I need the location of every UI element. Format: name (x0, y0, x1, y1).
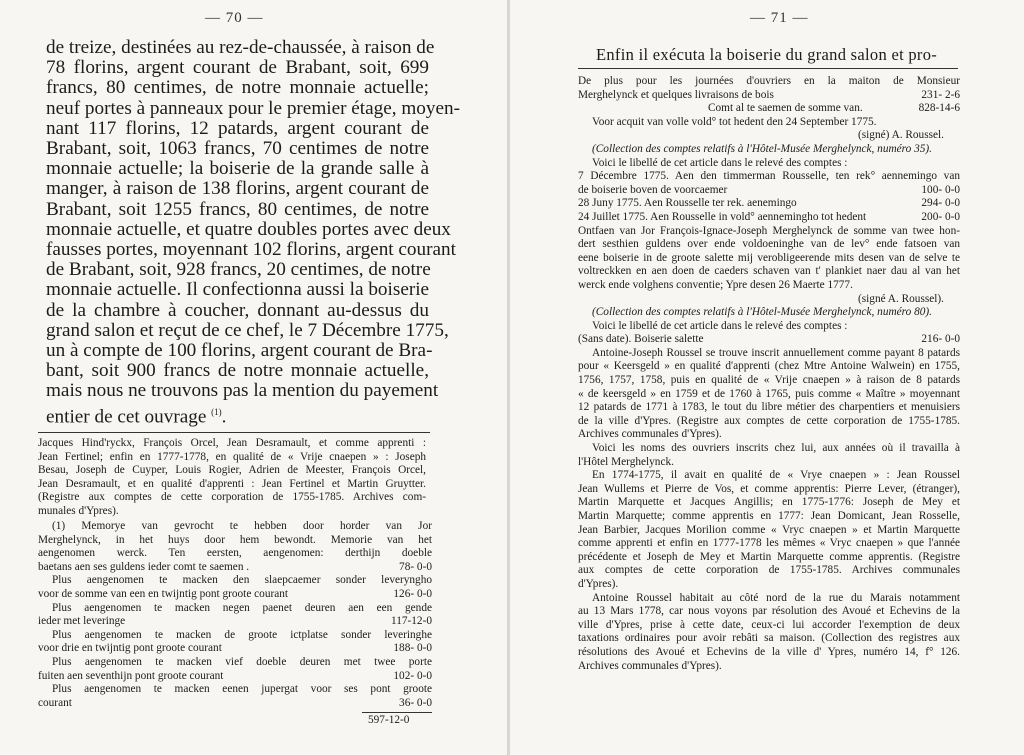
text-line: De plus pour les journées d'ouvriers en la maiton de Monsieur (578, 75, 960, 87)
text-line: voltreckken en aen doen de caeders schaven van t' plankiet naer dau al van het (578, 265, 960, 278)
text-end: . (221, 406, 227, 428)
entry-text: voor de somme van een en twijntig pont groote courant (38, 587, 289, 600)
text-line: de la ville d'Ypres. (Registre aux comptes de cette corporation de 1755-1785. (578, 414, 960, 427)
footnote-entry (38, 588, 432, 602)
footnote-line: munales d'Ypres). (38, 504, 119, 517)
footnote-line: Plus aengenomen te macken negen paenet deuren aen een gende (52, 601, 432, 614)
text-line: Jean Wullems et Pierre de Vos, et comme apprentis: Pierre Lever, (étranger), (578, 482, 960, 495)
text-line: au 13 Mars 1778, car nous voyons par résolution des Avoué et Echevins de la (578, 605, 960, 618)
account-row (578, 197, 960, 211)
page-number: — 70 — (205, 10, 264, 26)
text-line: En 1774-1775, il avait en qualité de « Vrye cnaepen » : Jean Roussel (592, 469, 960, 482)
text-line: (Collection des comptes relatifs à l'Hôtel-Musée Merghelynck, numéro 80). (592, 306, 932, 319)
text-line: (signé) A. Roussel. (858, 129, 944, 142)
text-line: Antoine-Joseph Roussel se trouve inscrit annuellement comme payant 8 patards (592, 346, 960, 359)
text-line: dert sesthien guldens over ende voldoeninghe van de lev° ende fatsoen van (578, 238, 960, 251)
text-line: de treize, destinées au rez-de-chaussée, à raison de (46, 37, 435, 58)
footnote-line: Plus aengenomen te macken vief doeble deuren met twee porte (52, 655, 432, 668)
text-line: un à compte de 100 florins, argent courant de Bra- (46, 340, 433, 362)
text-line: 12 patards de 1771 à 1783, le tout du libre métier des charpentiers et menuisiers (578, 401, 960, 414)
footnote-entry (38, 697, 432, 711)
right-heading: Enfin il exécuta la boiserie du grand salon et pro- (596, 45, 938, 64)
account-text: Comt al te saemen de somme van. (708, 102, 863, 115)
leader-dots (328, 561, 386, 575)
footnote-line: (Registre aux comptes de cette corporation de 1755-1785. Archives com- (38, 491, 426, 504)
footnote-line: Jean Desramault, et en qualité d'apprenti : Jean Fertinel et Martin Gruytter. (38, 477, 426, 490)
text-line: mais nous ne trouvons pas la mention du payement (46, 380, 439, 402)
text-line: bant, soit 900 francs de notre monnaie actuelle, (46, 360, 429, 382)
footnote-line: Plus aengenomen te macken den slaepcaemer sonder leveryngho (52, 574, 432, 587)
text-line: monnaie actuelle; la boiserie de la grande salle à (46, 158, 429, 180)
entry-amount: 188- 0-0 (393, 642, 432, 655)
left-page (0, 0, 507, 755)
right-body (578, 75, 960, 673)
text-line: Martin Marquette et Jacques Angillis; en 1775-1776: Joseph de Mey et (578, 496, 960, 509)
text-line: ville d'Ypres, prise à cette date, ceux-ci lui accorder l'exemption de deux (578, 618, 960, 631)
text-line: de Brabant, soit, 928 francs, 20 centimes, de notre (46, 259, 431, 281)
text-line: nant 117 florins, 12 patards, argent courant de (46, 117, 429, 139)
footnote-line: (1) Memorye van gevrocht te hebben door horder van Jor (52, 520, 432, 532)
footnote-entry (38, 670, 432, 684)
account-amount: 200- 0-0 (921, 210, 960, 223)
footnote-carryover (38, 437, 426, 519)
text-line: Voor acquit van volle vold° tot hedent den 24 September 1775. (592, 115, 877, 128)
text-line: Ontfaen van Jor François-Ignace-Joseph Merghelynck de somme van twee hon- (578, 224, 960, 237)
text-line: Brabant, soit, 1063 francs, 70 centimes de notre (46, 138, 429, 160)
entry-text: ieder met leveringe (38, 615, 126, 628)
text-line: « de keersgeld » en 1759 et de 1760 à 1765, puis comme « Maître » moyennant (578, 387, 960, 400)
text-line: Voici les noms des ouvriers inscrits chez lui, aux années où il travailla à (592, 442, 960, 455)
text-line: résolutions des Avoué et Echevins de la ville d' Ypres, numéro 14, f° 126. (578, 645, 960, 658)
account-text: 24 Juillet 1775. Aen Rousselle in vold° aennemingho tot hedent (578, 210, 867, 223)
text-line: Antoine Roussel habitait au côté nord de la rue du Marais notamment (592, 591, 960, 604)
account-row (578, 102, 960, 116)
entry-amount: 102- 0-0 (393, 669, 432, 682)
entry-text: courant (38, 696, 72, 709)
total-amount: 597-12-0 (368, 714, 410, 726)
text-line: neuf portes à panneaux pour le premier étage, moyen- (46, 97, 460, 119)
account-amount: 216- 0-0 (921, 333, 960, 346)
page-number: — 71 — (750, 10, 809, 26)
footnote-line: Plus aengenomen te macken de groote ictplatse sonder leveringhe (52, 628, 432, 641)
entry-text: baetans aen ses guldens ieder comt te saemen . (38, 560, 250, 573)
entry-amount: 126- 0-0 (393, 587, 432, 600)
text-line: fausses portes, moyennant 102 florins, argent courant (46, 239, 456, 261)
text-line: l'Hôtel Merghelynck. (578, 455, 674, 468)
account-row (578, 184, 960, 198)
footnote-entry (38, 561, 432, 575)
account-text: de boiserie boven de voorcaemer (578, 183, 728, 196)
text-line: 1756, 1757, 1758, puis en qualité de « Vrije cnaepen » à raison de 8 patards (578, 374, 960, 387)
text-line: (signé A. Roussel). (858, 292, 944, 305)
text-line: manger, à raison de 138 florins, argent courant de (46, 178, 429, 200)
text-line: grand salon et reçut de ce chef, le 7 Décembre 1775, (46, 319, 449, 341)
account-row (578, 89, 960, 103)
text-line: comme apprenti et enfin en 1777-1778 les mêmes « Vryc cnaepen » que l'année (578, 537, 960, 550)
text-line: Jean Barbier, Jacques Morilion comme « Vryc cnaepen » et Martin Marquette (578, 523, 960, 536)
text-line: 78 florins, argent courant de Brabant, soit, 699 (46, 57, 429, 79)
text-line: Martin Marquette; comme apprentis en 1777: Jean Domicant, Jean Rosselle, (578, 510, 960, 522)
text-line: (Collection des comptes relatifs à l'Hôtel-Musée Merghelynck, numéro 35). (592, 142, 932, 155)
account-text: Merghelynck et quelques livraisons de bois (578, 88, 774, 101)
text-line: entier de cet ouvrage $^{(1)}$. (46, 406, 227, 428)
account-amount: 294- 0-0 (921, 197, 960, 210)
footnote-1 (38, 520, 432, 710)
text-line: Brabant, soit 1255 francs, 80 centimes, de notre (46, 198, 429, 220)
account-text: (Sans date). Boiserie salette (578, 333, 704, 346)
account-row (578, 333, 960, 347)
footnote-entry (38, 642, 432, 656)
text-line: eene boiserie in de groote salette mij verobligeerende mits desen van de selve te (578, 251, 960, 264)
text-line: werck ende volghens conventie; Ypre desen 26 Maerte 1777. (578, 278, 853, 291)
footnote-line: Jacques Hind'ryckx, François Orcel, Jean Desramault, et comme apprenti : (38, 437, 426, 449)
text-line: Archives communales d'Ypres). (578, 659, 722, 672)
entry-amount: 117-12-0 (391, 615, 432, 628)
footnote-line: Merghelynck, in het huys door hem bewondt. Memorie van het (38, 533, 432, 546)
footnote-marker: (1) (211, 406, 222, 417)
account-text: 28 Juny 1775. Aen Rousselle ter rek. aenemingo (578, 197, 797, 210)
footnote-line: Plus aengenomen te macken eenen jupergat voor ses pont groote (52, 683, 432, 696)
entry-text: voor drie en twijntig pont groote courant (38, 642, 222, 655)
footnote-line: aengenomen werck. Ten eersten, aengenomen: derthijn doeble (38, 547, 432, 560)
text-line: pour « Keersgeld » en qualité d'apprenti (chez Mtre Antoine Walwein) en 1755, (578, 360, 960, 373)
text-line: Voici le libellé de cet article dans le relevé des comptes : (592, 156, 848, 169)
text-line: aux comptes de cette corporation de 1755-1785. Archives communales (578, 564, 960, 577)
main-text (46, 37, 460, 428)
footnote-rule (38, 432, 430, 433)
text-line: taxations ordinaires pour avoir rebâti sa maison. (Collection des registres aux (578, 632, 960, 645)
text-line: Archives communales d'Ypres). (578, 428, 722, 441)
text-line: monnaie actuelle. Il confectionna aussi la boiserie (46, 279, 430, 301)
footnote-line: Besau, Joseph de Cuyper, Louis Rogier, Adrien de Meester, François Orcel, (38, 464, 426, 477)
text-line: précédente et Joseph de Mey et Martin Marquette comme apprentis. (Registre (578, 550, 960, 563)
total-rule (362, 712, 432, 713)
entry-text: fuiten aen seventhijn pont groote courant (38, 669, 224, 682)
footnote-line: Jean Fertinel; enfin en 1777-1778, en qualité de « Vrije cnaepen » : Joseph (38, 450, 426, 463)
footnote-entry (38, 615, 432, 629)
entry-amount: 36- 0-0 (399, 696, 432, 709)
text-line: monnaie actuelle, et quatre doubles portes avec deux (46, 218, 451, 240)
text-line: de la chambre à coucher, donnant au-dessus du (46, 299, 429, 321)
text-line: d'Ypres). (578, 577, 619, 590)
account-amount: 100- 0-0 (921, 183, 960, 196)
account-amount: 231- 2-6 (921, 88, 960, 101)
account-amount: 828-14-6 (918, 102, 960, 115)
entry-amount: 78- 0-0 (399, 560, 432, 573)
text-line: francs, 80 centimes, de notre monnaie actuelle; (46, 77, 429, 99)
account-row (578, 211, 960, 225)
heading-rule (578, 68, 958, 69)
text-line: Voici le libellé de cet article dans le relevé des comptes : (592, 319, 848, 332)
text-line: 7 Décembre 1775. Aen den timmerman Rousselle, ten rek° aennemingo van (578, 170, 960, 183)
